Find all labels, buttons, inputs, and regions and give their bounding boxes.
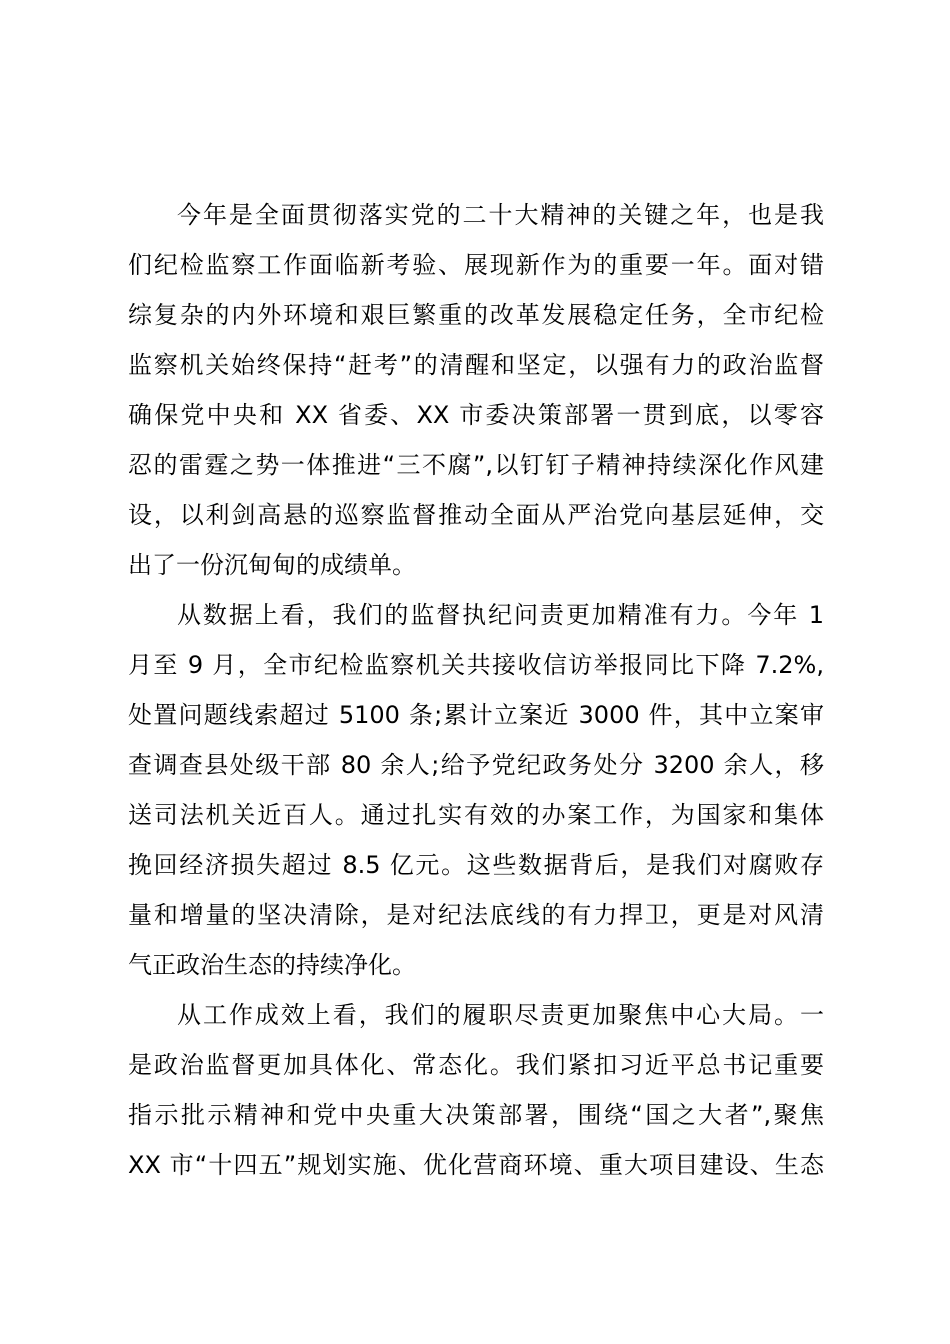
text-line: 查调查县处级干部 80 余人;给予党纪政务处分 3200 余人，移 <box>128 751 824 779</box>
text-line: 们纪检监察工作面临新考验、展现新作为的重要一年。面对错 <box>128 251 824 279</box>
text-line: 指示批示精神和党中央重大决策部署，围绕“国之大者”,聚焦 <box>128 1101 824 1129</box>
text-line: 处置问题线索超过 5100 条;累计立案近 3000 件，其中立案审 <box>128 701 824 729</box>
text-line: 确保党中央和 XX 省委、XX 市委决策部署一贯到底，以零容 <box>128 401 824 429</box>
text-line: 是政治监督更加具体化、常态化。我们紧扣习近平总书记重要 <box>128 1051 824 1079</box>
text-line: 综复杂的内外环境和艰巨繁重的改革发展稳定任务，全市纪检 <box>128 301 824 329</box>
text-line: 送司法机关近百人。通过扎实有效的办案工作，为国家和集体 <box>128 801 824 829</box>
text-line: 忍的雷霆之势一体推进“三不腐”,以钉钉子精神持续深化作风建 <box>128 451 824 479</box>
text-line: 月至 9 月，全市纪检监察机关共接收信访举报同比下降 7.2%, <box>128 651 824 679</box>
text-line: 监察机关始终保持“赶考”的清醒和坚定，以强有力的政治监督 <box>128 351 824 379</box>
paragraph-2 <box>128 590 824 990</box>
text-line: 从工作成效上看，我们的履职尽责更加聚焦中心大局。一 <box>177 1001 824 1029</box>
text-line: 出了一份沉甸甸的成绩单。 <box>128 551 416 579</box>
text-line: XX 市“十四五”规划实施、优化营商环境、重大项目建设、生态 <box>128 1151 824 1179</box>
text-line: 气正政治生态的持续净化。 <box>128 951 416 979</box>
document-body <box>128 190 824 1190</box>
text-line: 今年是全面贯彻落实党的二十大精神的关键之年，也是我 <box>177 201 824 229</box>
text-line: 设，以利剑高悬的巡察监督推动全面从严治党向基层延伸，交 <box>128 501 824 529</box>
paragraph-1 <box>128 190 824 590</box>
paragraph-3 <box>128 990 824 1190</box>
text-line: 量和增量的坚决清除，是对纪法底线的有力捍卫，更是对风清 <box>128 901 824 929</box>
text-line: 从数据上看，我们的监督执纪问责更加精准有力。今年 1 <box>177 601 824 629</box>
text-line: 挽回经济损失超过 8.5 亿元。这些数据背后，是我们对腐败存 <box>128 851 824 879</box>
